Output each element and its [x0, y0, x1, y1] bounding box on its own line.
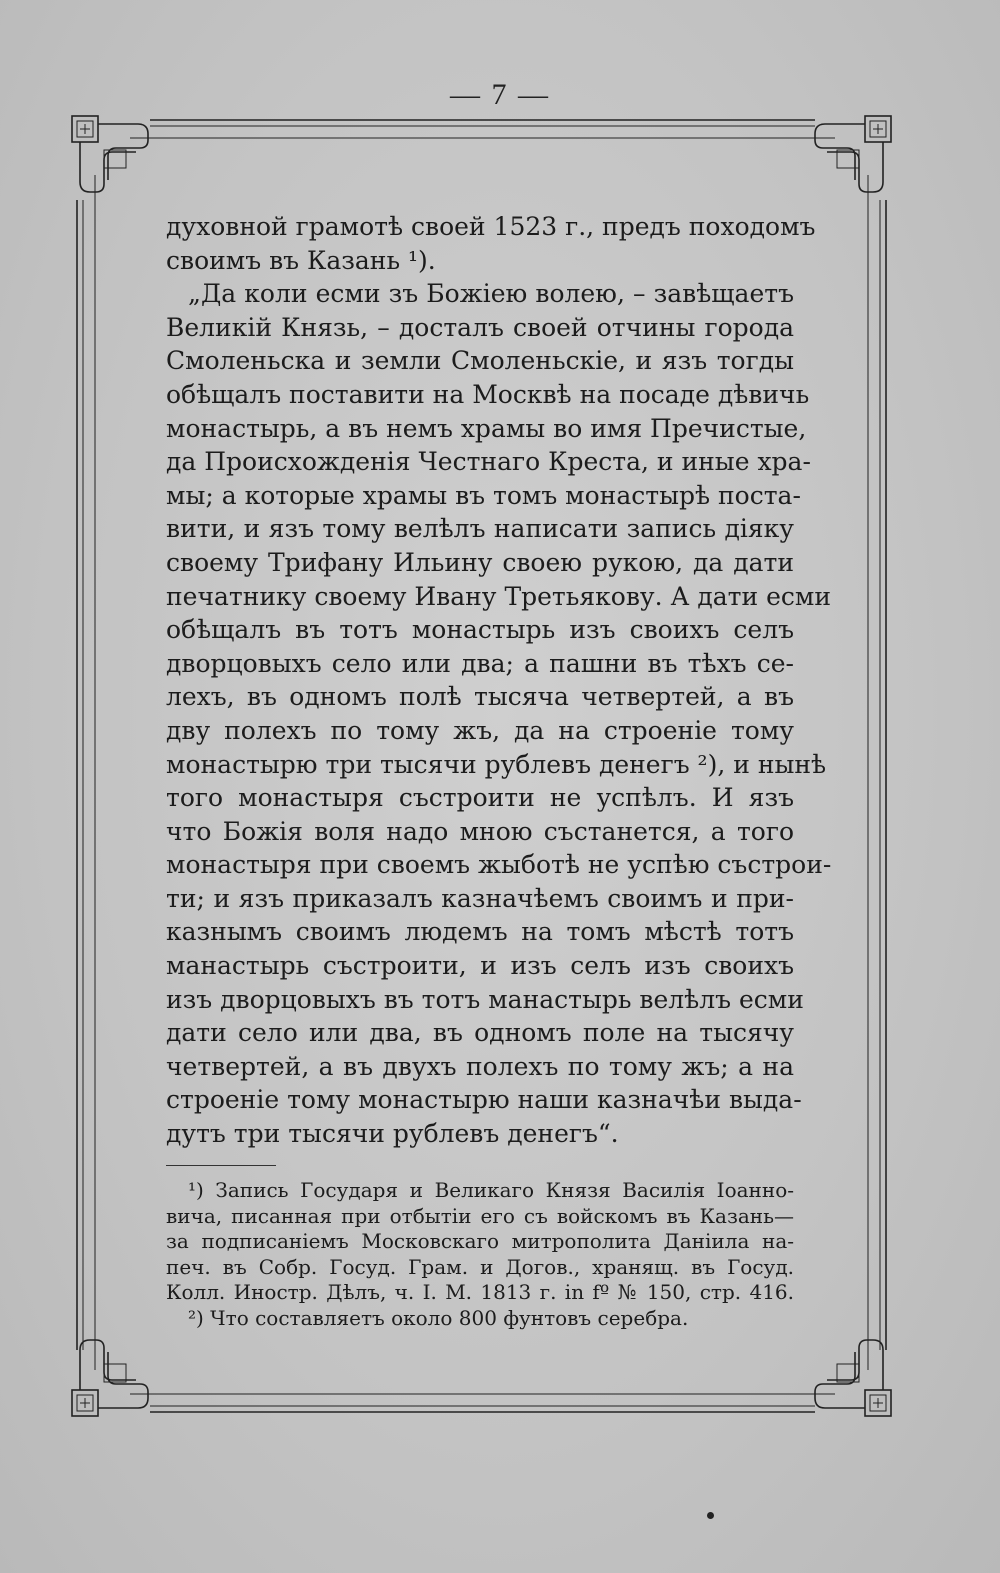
body-line: изъ дворцовыхъ въ тотъ манастырь велѣлъ есми: [166, 984, 804, 1014]
body-line: что Божія воля надо мною състанется, а того: [166, 816, 794, 846]
body-line: монастырь, а въ немъ храмы во имя Пречистые,: [166, 413, 807, 443]
corner-ornament-bottom-left: [72, 1340, 148, 1416]
body-line: своимъ въ Казань ¹).: [166, 245, 436, 275]
footnote-line: ²) Что составляетъ около 800 фунтовъ серебра.: [188, 1305, 689, 1330]
main-text: [166, 210, 832, 1151]
footnote-line: печ. въ Собр. Госуд. Грам. и Догов., хранящ. въ Госуд.: [166, 1254, 794, 1279]
corner-ornament-bottom-right: [815, 1340, 891, 1416]
body-line: духовной грамотѣ своей 1523 г., предъ походомъ: [166, 212, 816, 241]
body-line: казнымъ своимъ людемъ на томъ мѣстѣ тотъ: [166, 917, 794, 947]
body-line: обѣщалъ въ тотъ монастырь изъ своихъ селъ: [166, 615, 794, 645]
body-line: дву полехъ по тому жъ, да на строеніе тому: [166, 715, 794, 745]
footnote-line: вича, писанная при отбытіи его съ войскомъ въ Казань—: [166, 1203, 794, 1228]
body-line: ти; и язъ приказалъ казначѣемъ своимъ и при-: [166, 883, 794, 913]
body-line: четвертей, а въ двухъ полехъ по тому жъ; а на: [166, 1051, 794, 1081]
body-line: дворцовыхъ село или два; а пашни въ тѣхъ се-: [166, 648, 794, 678]
body-line: вити, и язъ тому велѣлъ написати запись діяку: [166, 514, 794, 544]
body-line: мы; а которые храмы въ томъ монастырѣ поста-: [166, 480, 801, 510]
body-line: того монастыря състроити не успѣлъ. И язъ: [166, 783, 794, 813]
body-line: дати село или два, въ одномъ поле на тысячу: [166, 1018, 794, 1048]
footnote-divider: [166, 1165, 276, 1166]
body-line: строеніе тому монастырю наши казначѣи выда-: [166, 1085, 802, 1115]
footnote-line: за подписаніемъ Московскаго митрополита Даніила на-: [166, 1229, 794, 1253]
body-line: Великій Князь, – досталъ своей отчины города: [166, 312, 794, 342]
body-line: своему Трифану Ильину своею рукою, да дати: [166, 547, 794, 577]
page-number: — 7 —: [450, 78, 550, 111]
ink-speck: [707, 1512, 714, 1519]
body-line: лехъ, въ одномъ полѣ тысяча четвертей, а въ: [166, 682, 794, 712]
body-line: дутъ три тысячи рублевъ денегъ“.: [166, 1119, 619, 1149]
corner-ornament-top-left: [72, 116, 148, 192]
footnote-line: Колл. Иностр. Дѣлъ, ч. I. М. 1813 г. in fº № 150, стр. 416.: [166, 1280, 794, 1304]
footnotes: [166, 1178, 794, 1331]
footnote-line: ¹) Запись Государя и Великаго Князя Василія Іоанно-: [188, 1178, 794, 1202]
body-line: да Происхожденія Честнаго Креста, и иные хра-: [166, 447, 811, 477]
body-line: „Да коли есми зъ Божіею волею, – завѣщаетъ: [188, 279, 794, 309]
body-line: манастырь състроити, и изъ селъ изъ своихъ: [166, 951, 794, 981]
body-line: Смоленьска и земли Смоленьскіе, и язъ тогды: [166, 346, 794, 376]
body-line: печатнику своему Ивану Третьякову. А дати есми: [166, 581, 832, 611]
body-line: монастырю три тысячи рублевъ денегъ ²), и нынѣ: [166, 749, 827, 779]
body-line: монастыря при своемъ жыботѣ не успѣю състрои-: [166, 850, 832, 880]
corner-ornament-top-right: [815, 116, 891, 192]
body-line: обѣщалъ поставити на Москвѣ на посаде дѣвичь: [166, 379, 810, 409]
